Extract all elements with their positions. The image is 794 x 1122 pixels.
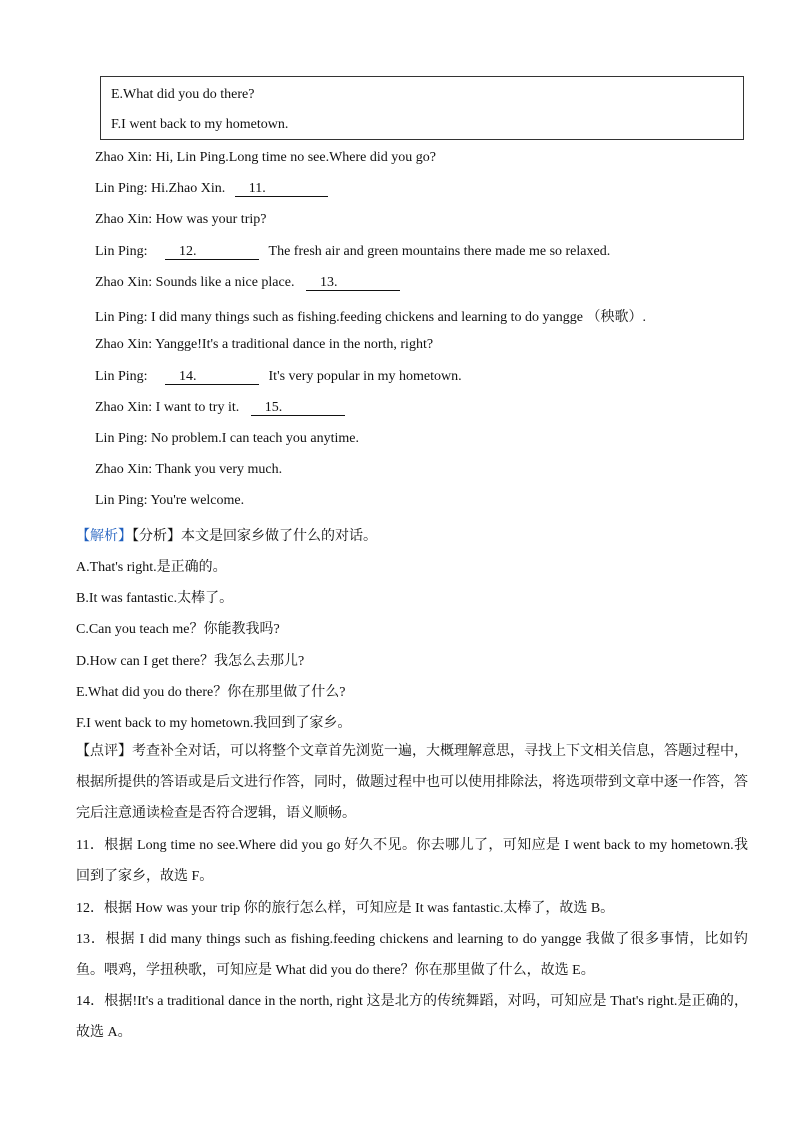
answer-blank-12[interactable]: 12. <box>165 244 259 260</box>
dialogue-speaker-text: Zhao Xin: Sounds like a nice place. <box>95 275 295 290</box>
dialogue-line-10: Lin Ping: No problem.I can teach you anytime. <box>95 431 359 446</box>
dialogue-text: The fresh air and green mountains there made me so relaxed. <box>268 244 611 259</box>
dialogue-text: It's very popular in my hometown. <box>268 369 462 384</box>
dialogue-speaker-text: Zhao Xin: I want to try it. <box>95 400 240 415</box>
dialogue-line-12: Lin Ping: You're welcome. <box>95 493 245 508</box>
dialogue-line-9 <box>95 400 345 416</box>
analysis-option-c: C.Can you teach me？你能教我吗? <box>76 622 280 637</box>
analysis-option-d: D.How can I get there？我怎么去那儿? <box>76 654 305 669</box>
dialogue-line-5 <box>95 275 400 291</box>
fenxi-label: 【分析】 <box>132 529 181 544</box>
dialogue-line-7: Zhao Xin: Yangge!It's a traditional dance in the north, right? <box>95 337 434 352</box>
answer-blank-13[interactable]: 13. <box>306 275 400 291</box>
answer-blank-15[interactable]: 15. <box>251 400 345 416</box>
analysis-option-a: A.That's right.是正确的。 <box>76 560 227 575</box>
dialogue-line-11: Zhao Xin: Thank you very much. <box>95 462 283 477</box>
analysis-option-e: E.What did you do there？你在那里做了什么? <box>76 685 346 700</box>
explanation-12: 12．根据 How was your trip 你的旅行怎么样，可知应是 It was fantastic.太棒了，故选 B。 <box>76 901 615 916</box>
explanation-11: 11．根据 Long time no see.Where did you go 好久不见。你去哪儿了，可知应是 I went back to my hometown.我回到了家乡，故选 F。 <box>76 838 748 884</box>
dialogue-line-8 <box>95 369 462 385</box>
dialogue-speaker-text: Lin Ping: Hi.Zhao Xin. <box>95 181 226 196</box>
dialogue-speaker-text: Lin Ping: <box>95 369 148 384</box>
answer-blank-11[interactable]: 11. <box>235 181 328 197</box>
option-f: F.I went back to my hometown. <box>111 117 289 132</box>
explanation-13: 13．根据 I did many things such as fishing.feeding chickens and learning to do yangge 我做了很多事情，比如钓鱼。喂鸡，学扭秧歌，可知应是 What did you do there？你在那里做了什么，故选 E。 <box>76 932 748 978</box>
analysis-option-f: F.I went back to my hometown.我回到了家乡。 <box>76 716 352 731</box>
analysis-header <box>76 525 377 545</box>
fenxi-text: 本文是回家乡做了什么的对话。 <box>181 529 377 544</box>
analysis-option-b: B.It was fantastic.太棒了。 <box>76 591 234 606</box>
dianping-paragraph: 【点评】考查补全对话，可以将整个文章首先浏览一遍，大概理解意思，寻找上下文相关信息，答题过程中，根据所提供的答语或是后文进行作答，同时，做题过程中也可以使用排除法，将选项带到文章中逐一作答，答完后注意通读检查是否符合逻辑，语义顺畅。 <box>76 744 748 821</box>
dialogue-line-4 <box>95 244 610 260</box>
option-e: E.What did you do there? <box>111 87 255 102</box>
answer-blank-14[interactable]: 14. <box>165 369 259 385</box>
dialogue-line-3: Zhao Xin: How was your trip? <box>95 212 267 227</box>
dialogue-line-1: Zhao Xin: Hi, Lin Ping.Long time no see.Where did you go? <box>95 150 436 165</box>
dialogue-line-2 <box>95 181 328 197</box>
explanation-14: 14．根据!It's a traditional dance in the north, right 这是北方的传统舞蹈，对吗，可知应是 That's right.是正确的，故选 A。 <box>76 994 748 1040</box>
dialogue-line-6: Lin Ping: I did many things such as fishing.feeding chickens and learning to do yangge （秧歌）. <box>95 310 646 325</box>
dialogue-speaker-text: Lin Ping: <box>95 244 148 259</box>
options-box <box>100 76 744 140</box>
analysis-tag: 【解析】 <box>76 529 132 544</box>
